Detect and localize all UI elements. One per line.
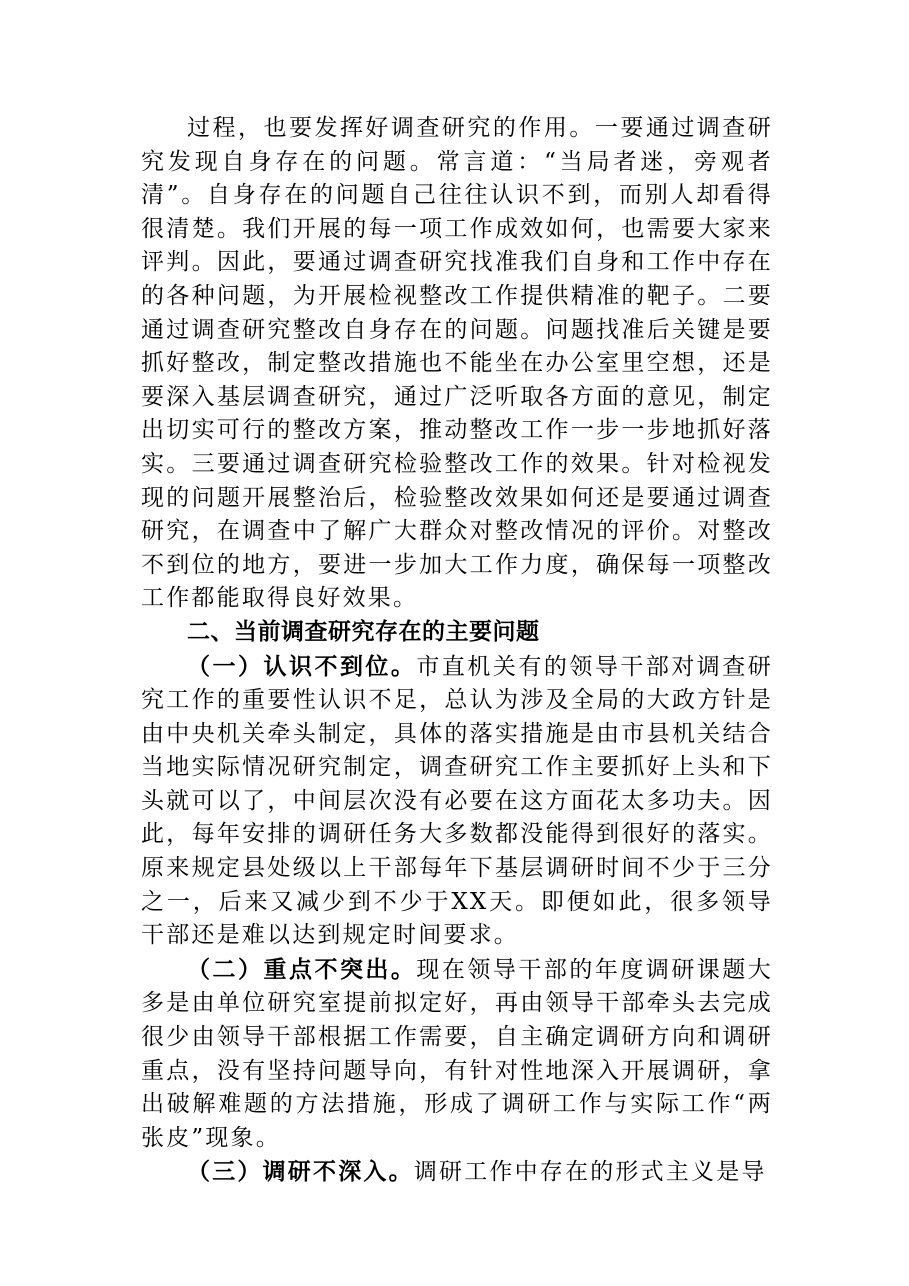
paragraph-5-lead: （三）调研不深入。 xyxy=(187,1158,414,1186)
paragraph-1 xyxy=(141,112,773,616)
section-heading: 二、当前调查研究存在的主要问题 xyxy=(187,618,540,645)
paragraph-4 xyxy=(141,953,773,1156)
paragraph-5-text: 调研工作中存在的形式主义是导 xyxy=(413,1159,767,1186)
paragraph-5 xyxy=(141,1155,773,1190)
paragraph-4-lead: （二）重点不突出。 xyxy=(187,955,417,983)
paragraph-3 xyxy=(141,650,773,953)
document-body xyxy=(141,112,773,1190)
paragraph-3-lead: （一）认识不到位。 xyxy=(187,652,417,680)
paragraph-1-text: 过程，也要发挥好调查研究的作用。一要通过调查研究发现自身存在的问题。常言道：“当局者迷，旁观者清”。自身存在的问题自己往往认识不到，而别人却看得很清楚。我们开展的每一项工作成效如何，也需要大家来评判。因此，要通过调查研究找准我们自身和工作中存在的各种问题，为开展检视整改工作提供精准的靶子。二要通过调查研究整改自身存在的问题。问题找准后关键是要抓好整改，制定整改措施也不能坐在办公室里空想，还是要深入基层调查研究，通过广泛听取各方面的意见，制定出切实可行的整改方案，推动整改工作一步一步地抓好落实。三要通过调查研究检验整改工作的效果。针对检视发现的问题开展整治后，检验整改效果如何还是要通过调查研究，在调查中了解广大群众对整改情况的评价。对整改不到位的地方，要进一步加大工作力度，确保每一项整改工作都能取得良好效果。 xyxy=(141,115,773,612)
paragraph-4-text: 现在领导干部的年度调研课题大多是由单位研究室提前拟定好，再由领导干部牵头去完成很少由领导干部根据工作需要，自主确定调研方向和调研重点，没有坚持问题导向，有针对性地深入开展调研，拿出破解难题的方法措施，形成了调研工作与实际工作“两张皮”现象。 xyxy=(141,956,773,1151)
paragraph-3-text: 市直机关有的领导干部对调查研究工作的重要性认识不足，总认为涉及全局的大政方针是由中央机关牵头制定，具体的落实措施是由市县机关结合当地实际情况研究制定，调查研究工作主要抓好上头和下头就可以了，中间层次没有必要在这方面花太多功夫。因此，每年安排的调研任务大多数都没能得到很好的落实。原来规定县处级以上干部每年下基层调研时间不少于三分之一，后来又减少到不少于XX天。即便如此，很多领导干部还是难以达到规定时间要求。 xyxy=(141,653,773,949)
